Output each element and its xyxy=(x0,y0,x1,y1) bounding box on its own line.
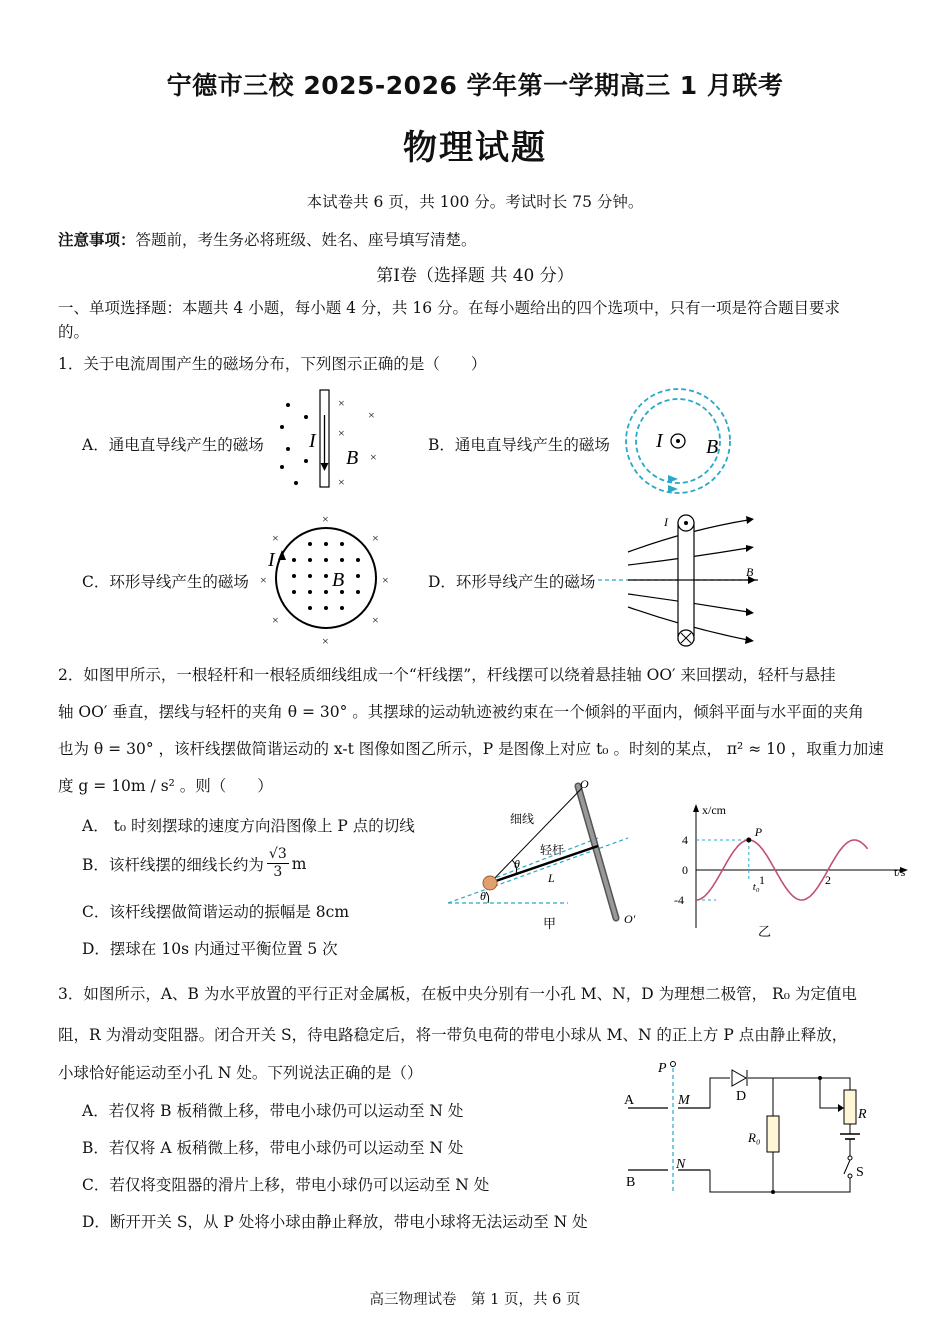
q1-stem: 1．关于电流周围产生的磁场分布，下列图示正确的是（ ） xyxy=(58,355,487,373)
chart-point-label: P xyxy=(754,825,763,839)
svg-text:×: × xyxy=(382,573,389,587)
q3-option-d[interactable]: D．断开开关 S，从 P 处将小球由静止释放，带电小球将无法运动至 N 处 xyxy=(82,1213,588,1231)
q2-jia-label-o-prime: O′ xyxy=(624,912,636,926)
q1-figure-c xyxy=(258,512,398,647)
svg-text:×: × xyxy=(272,531,279,545)
q2-jia-label-thread: 细线 xyxy=(510,812,535,826)
q2-option-a[interactable]: A． t₀ 时刻摆球的速度方向沿图像上 P 点的切线 xyxy=(82,817,415,835)
q2-jia-label-theta1: θ xyxy=(514,857,520,871)
q2-figure-jia xyxy=(448,778,648,938)
q3-stem-line3: 小球恰好能运动至小孔 N 处。下列说法正确的是（） xyxy=(58,1064,423,1082)
q2-jia-label-theta2: θ xyxy=(480,889,486,903)
q1b-label-b: B xyxy=(706,436,719,458)
chart-x-label: t/s xyxy=(894,865,906,879)
q3-label-r: R xyxy=(858,1107,867,1122)
q2-stem-line3: 也为 θ = 30° ，该杆线摆做简谐运动的 x-t 图像如图乙所示，P 是图像上对应 t₀ 。时刻的某点， π² ≈ 10 ，取重力加速 xyxy=(58,740,884,758)
q2-option-c[interactable]: C．该杆线摆做简谐运动的振幅是 8cm xyxy=(82,903,350,921)
q1a-label-i: I xyxy=(309,430,316,452)
q2-option-b-denominator: 3 xyxy=(273,864,283,880)
q3-option-b[interactable]: B．若仅将 A 板稍微上移，带电小球仍可以运动至 N 处 xyxy=(82,1139,464,1157)
q3-label-r0: R₀ xyxy=(748,1130,761,1145)
chart-caption: 乙 xyxy=(758,924,772,939)
q2-option-b-numerator: √3 xyxy=(268,846,287,862)
notice-label: 注意事项： xyxy=(58,230,136,249)
q2-stem-line1: 2．如图甲所示，一根轻杆和一根轻质细线组成一个“杆线摆”，杆线摆可以绕着悬挂轴 OO′ 来回摆动，轻杆与悬挂 xyxy=(58,666,836,684)
q1-option-d[interactable]: D．环形导线产生的磁场 xyxy=(428,573,596,591)
q1-option-b[interactable]: B．通电直导线产生的磁场 xyxy=(428,436,610,454)
q1c-label-b: B xyxy=(332,569,345,591)
section-instruction-line2: 的。 xyxy=(58,323,90,341)
svg-text:×: × xyxy=(322,512,329,526)
q2-jia-label-l: L xyxy=(548,871,555,885)
page-footer: 高三物理试卷 第 1 页，共 6 页 xyxy=(369,1292,581,1308)
q3-label-m: M xyxy=(678,1093,690,1108)
svg-text:×: × xyxy=(338,396,345,410)
svg-text:×: × xyxy=(338,426,345,440)
q1-option-c[interactable]: C．环形导线产生的磁场 xyxy=(82,573,249,591)
q3-option-a[interactable]: A．若仅将 B 板稍微上移，带电小球仍可以运动至 N 处 xyxy=(82,1102,464,1120)
notice-text: 答题前，考生务必将班级、姓名、座号填写清楚。 xyxy=(135,231,477,249)
svg-text:×: × xyxy=(368,408,375,422)
q1a-label-b: B xyxy=(346,447,359,469)
q2-stem-line4: 度 g = 10m / s² 。则（ ） xyxy=(58,777,273,795)
q3-label-n: N xyxy=(676,1157,686,1172)
q1d-label-b: B xyxy=(746,565,754,579)
chart-x-tick-t0: t₀ xyxy=(752,881,760,893)
svg-text:×: × xyxy=(372,531,379,545)
svg-text:×: × xyxy=(338,475,345,489)
exam-title: 宁德市三校 2025-2026 学年第一学期高三 1 月联考 xyxy=(166,71,784,100)
svg-text:×: × xyxy=(322,634,329,648)
q1-option-a[interactable]: A．通电直导线产生的磁场 xyxy=(82,436,264,454)
q3-label-a: A xyxy=(624,1093,635,1108)
q2-jia-caption: 甲 xyxy=(543,916,557,931)
q3-circuit-figure xyxy=(618,1058,878,1198)
q1b-label-i: I xyxy=(656,430,663,452)
q3-label-b: B xyxy=(626,1175,636,1190)
q3-label-p: P xyxy=(658,1061,667,1076)
chart-x-tick-1: 1 xyxy=(759,873,765,887)
q2-option-b-unit: m xyxy=(291,854,307,873)
q2-stem-line2: 轴 OO′ 垂直，摆线与轻杆的夹角 θ = 30° 。其摆球的运动轨迹被约束在一个倾斜的平面内，倾斜平面与水平面的夹角 xyxy=(58,703,864,721)
q2-jia-label-rod: 轻杆 xyxy=(540,843,565,857)
q2-jia-label-o: O xyxy=(580,777,589,791)
q1-figure-b xyxy=(618,383,738,503)
q3-label-d: D xyxy=(736,1089,747,1104)
svg-text:×: × xyxy=(272,613,279,627)
q3-option-c[interactable]: C．若仅将变阻器的滑片上移，带电小球仍可以运动至 N 处 xyxy=(82,1176,490,1194)
q2-figure-yi-chart xyxy=(668,800,918,940)
q3-stem-line1: 3．如图所示，A、B 为水平放置的平行正对金属板，在板中央分别有一小孔 M、N，D 为理想二极管， R₀ 为定值电 xyxy=(58,985,857,1003)
q3-stem-line2: 阻，R 为滑动变阻器。闭合开关 S，待电路稳定后，将一带负电荷的带电小球从 M、N 的正上方 P 点由静止释放， xyxy=(58,1026,848,1044)
q2-option-d[interactable]: D．摆球在 10s 内通过平衡位置 5 次 xyxy=(82,940,338,958)
svg-text:×: × xyxy=(372,613,379,627)
q2-option-b-fraction xyxy=(267,846,289,881)
chart-y-tick-0: 0 xyxy=(682,863,688,877)
q1-figure-d xyxy=(598,510,778,650)
part1-heading: 第Ⅰ卷（选择题 共 40 分） xyxy=(376,266,574,286)
q2-option-b[interactable] xyxy=(82,846,306,881)
chart-y-tick-4: 4 xyxy=(682,833,688,847)
section-instruction-line1: 一、单项选择题：本题共 4 小题，每小题 4 分，共 16 分。在每小题给出的四个选项中，只有一项是符合题目要求 xyxy=(58,299,841,317)
notice xyxy=(58,228,477,252)
chart-y-label: x/cm xyxy=(702,803,726,817)
q1c-label-i: I xyxy=(268,549,275,571)
exam-info: 本试卷共 6 页，共 100 分。考试时长 75 分钟。 xyxy=(306,193,644,211)
subject-title: 物理试题 xyxy=(403,128,547,168)
chart-point-p xyxy=(746,838,751,843)
svg-text:×: × xyxy=(370,450,377,464)
q1d-label-i: I xyxy=(664,515,668,529)
q1-figure-a xyxy=(270,385,390,495)
chart-x-tick-2: 2 xyxy=(825,873,831,887)
q2-option-b-text: B．该杆线摆的细线长约为 xyxy=(82,855,264,874)
q3-label-s: S xyxy=(856,1165,864,1180)
svg-text:×: × xyxy=(260,573,267,587)
chart-y-tick-neg4: -4 xyxy=(674,893,684,907)
